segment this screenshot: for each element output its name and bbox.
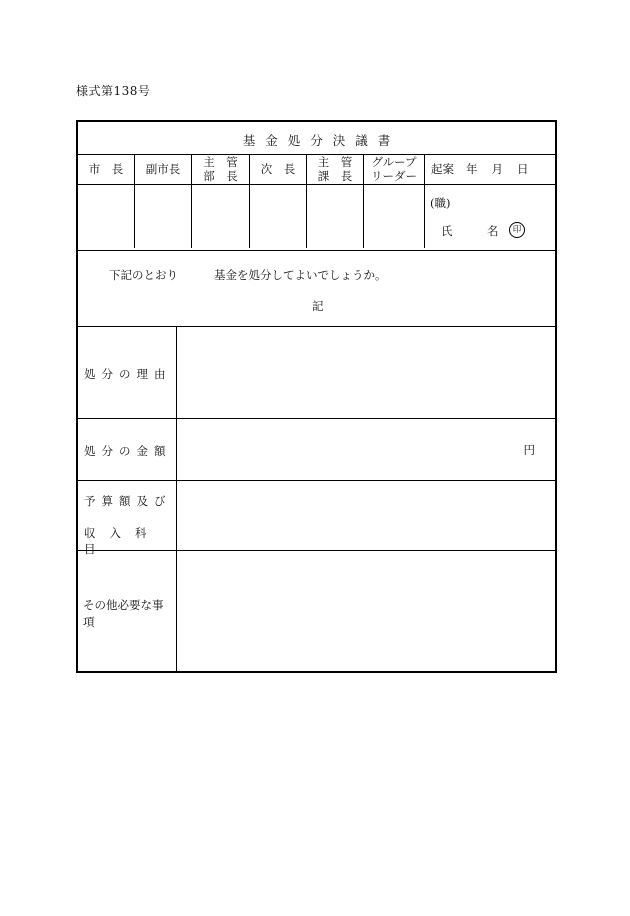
amount-label: 処分の金額 xyxy=(84,444,172,458)
approver-header-department-head: 主 管 部 長 xyxy=(192,154,250,185)
approver-header-group-leader: グループ リーダー xyxy=(364,154,425,185)
drafter-box[interactable] xyxy=(425,185,555,248)
other-field[interactable] xyxy=(177,551,555,671)
stamp-box-group-leader[interactable] xyxy=(364,185,425,248)
approver-header-mayor: 市 長 xyxy=(78,154,135,185)
name-label: 氏 名 xyxy=(441,224,499,238)
approver-header-deputy-mayor: 副市長 xyxy=(135,154,192,185)
other-label-cell xyxy=(78,551,177,671)
form-number: 様式第138号 xyxy=(76,84,151,98)
reason-row xyxy=(78,326,555,419)
decision-form xyxy=(76,120,557,673)
stamp-box-section-chief[interactable] xyxy=(307,185,364,248)
reason-label: 処分の理由 xyxy=(84,367,172,381)
form-title: 基金処分決議書 xyxy=(242,133,401,148)
draft-date-header xyxy=(425,154,555,185)
stamp-box-deputy-mayor[interactable] xyxy=(135,185,192,248)
draft-label: 起案 xyxy=(431,162,454,176)
intro-section xyxy=(78,250,555,327)
reason-field[interactable] xyxy=(177,326,555,418)
position-label: (職) xyxy=(430,196,451,210)
budget-field[interactable] xyxy=(177,481,555,550)
intro-text-2: 基金を処分してよいでしょうか。 xyxy=(214,268,387,282)
intro-text-1: 下記のとおり xyxy=(109,268,178,282)
approver-header-deputy-head: 次 長 xyxy=(250,154,307,185)
amount-label-cell xyxy=(78,419,177,480)
ki-mark: 記 xyxy=(312,299,324,313)
budget-row xyxy=(78,481,555,556)
stamp-box-department-head[interactable] xyxy=(192,185,250,248)
seal-mark: 印 xyxy=(509,222,525,238)
approval-stamp-table xyxy=(78,154,555,251)
yen-unit: 円 xyxy=(523,443,535,457)
budget-label-cell xyxy=(78,481,177,556)
draft-year-label: 年 xyxy=(466,162,478,176)
other-row xyxy=(78,551,555,671)
title-row xyxy=(78,122,555,155)
other-label: その他必要な事項 xyxy=(83,598,164,629)
amount-field[interactable] xyxy=(177,419,555,480)
stamp-box-mayor[interactable] xyxy=(78,185,135,248)
stamp-box-deputy-head[interactable] xyxy=(250,185,307,248)
amount-row xyxy=(78,419,555,481)
draft-month-label: 月 xyxy=(491,162,503,176)
approver-header-section-chief: 主 管 課 長 xyxy=(307,154,364,185)
draft-day-label: 日 xyxy=(517,162,529,176)
budget-label-2: 収入科目 xyxy=(84,526,161,556)
budget-label-1: 予算額及び xyxy=(84,494,172,508)
reason-label-cell xyxy=(78,326,177,418)
